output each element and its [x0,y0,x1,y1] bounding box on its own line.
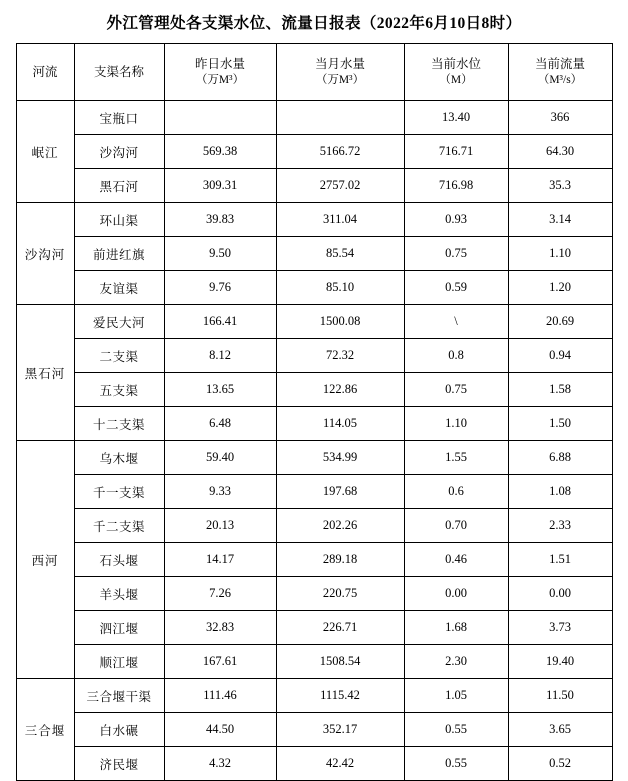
column-header-month-volume-line1: 当月水量 [314,56,365,71]
canal-name-cell: 环山渠 [74,203,164,237]
canal-name-cell: 千一支渠 [74,475,164,509]
column-header-river-line1: 河流 [32,64,58,79]
column-header-yesterday-volume-line1: 昨日水量 [194,56,245,71]
table-row [16,169,612,203]
current-level-cell: 0.8 [404,339,508,373]
month-volume-cell: 85.10 [276,271,404,305]
current-flow-cell: 19.40 [508,645,612,679]
yesterday-volume-cell: 9.50 [164,237,276,271]
current-flow-cell: 20.69 [508,305,612,339]
table-header-row [16,44,612,101]
current-level-cell: 1.55 [404,441,508,475]
river-group-cell: 沙沟河 [16,203,74,305]
current-flow-cell: 366 [508,101,612,135]
month-volume-cell: 114.05 [276,407,404,441]
current-flow-cell: 1.10 [508,237,612,271]
current-level-cell: 2.30 [404,645,508,679]
table-row [16,543,612,577]
current-flow-cell: 11.50 [508,679,612,713]
canal-name-cell: 乌木堰 [74,441,164,475]
current-level-cell: 1.68 [404,611,508,645]
month-volume-cell [276,101,404,135]
yesterday-volume-cell: 309.31 [164,169,276,203]
table-row [16,135,612,169]
current-level-cell: 0.55 [404,747,508,781]
column-header-current-flow-line1: 当前流量 [534,56,585,71]
month-volume-cell: 5166.72 [276,135,404,169]
table-row [16,747,612,781]
current-flow-cell: 2.33 [508,509,612,543]
table-row [16,577,612,611]
current-flow-cell: 3.14 [508,203,612,237]
current-level-cell: 0.46 [404,543,508,577]
current-level-cell: 1.05 [404,679,508,713]
canal-name-cell: 顺江堰 [74,645,164,679]
yesterday-volume-cell: 59.40 [164,441,276,475]
current-flow-cell: 1.58 [508,373,612,407]
yesterday-volume-cell: 166.41 [164,305,276,339]
month-volume-cell: 226.71 [276,611,404,645]
canal-name-cell: 宝瓶口 [74,101,164,135]
table-row [16,645,612,679]
month-volume-cell: 534.99 [276,441,404,475]
river-group-cell: 黑石河 [16,305,74,441]
current-level-cell: 0.93 [404,203,508,237]
column-header-river [16,44,74,101]
current-flow-cell: 6.88 [508,441,612,475]
table-row [16,305,612,339]
current-level-cell: 716.98 [404,169,508,203]
current-level-cell: 0.59 [404,271,508,305]
canal-name-cell: 泗江堰 [74,611,164,645]
table-row [16,611,612,645]
column-header-current-level-line2: （M） [439,73,473,86]
current-flow-cell: 64.30 [508,135,612,169]
canal-name-cell: 羊头堰 [74,577,164,611]
canal-name-cell: 五支渠 [74,373,164,407]
current-level-cell: 1.10 [404,407,508,441]
current-level-cell: 0.70 [404,509,508,543]
column-header-current-level [404,44,508,101]
table-row [16,237,612,271]
column-header-month-volume-line2: （万M³） [315,73,365,86]
page-title: 外江管理处各支渠水位、流量日报表（2022年6月10日8时） [106,15,522,32]
month-volume-cell: 1508.54 [276,645,404,679]
canal-name-cell: 济民堰 [74,747,164,781]
table-row [16,373,612,407]
river-group-cell: 岷江 [16,101,74,203]
current-level-cell: 0.6 [404,475,508,509]
canal-name-cell: 沙沟河 [74,135,164,169]
month-volume-cell: 220.75 [276,577,404,611]
column-header-canal-name-line1: 支渠名称 [93,64,144,79]
month-volume-cell: 289.18 [276,543,404,577]
table-row [16,679,612,713]
table-body [16,101,612,781]
table-row [16,407,612,441]
month-volume-cell: 1500.08 [276,305,404,339]
water-level-report-table [16,43,613,781]
yesterday-volume-cell: 9.76 [164,271,276,305]
month-volume-cell: 122.86 [276,373,404,407]
month-volume-cell: 352.17 [276,713,404,747]
yesterday-volume-cell: 32.83 [164,611,276,645]
yesterday-volume-cell: 569.38 [164,135,276,169]
column-header-yesterday-volume [164,44,276,101]
current-level-cell: 0.75 [404,237,508,271]
river-group-cell: 三合堰 [16,679,74,781]
canal-name-cell: 黑石河 [74,169,164,203]
current-level-cell: 716.71 [404,135,508,169]
table-row [16,509,612,543]
yesterday-volume-cell: 8.12 [164,339,276,373]
current-flow-cell: 0.94 [508,339,612,373]
month-volume-cell: 311.04 [276,203,404,237]
month-volume-cell: 42.42 [276,747,404,781]
current-level-cell: 0.55 [404,713,508,747]
yesterday-volume-cell: 167.61 [164,645,276,679]
current-flow-cell: 1.08 [508,475,612,509]
yesterday-volume-cell: 44.50 [164,713,276,747]
month-volume-cell: 72.32 [276,339,404,373]
current-flow-cell: 3.65 [508,713,612,747]
yesterday-volume-cell: 39.83 [164,203,276,237]
canal-name-cell: 十二支渠 [74,407,164,441]
canal-name-cell: 友谊渠 [74,271,164,305]
current-flow-cell: 0.00 [508,577,612,611]
table-row [16,101,612,135]
table-row [16,441,612,475]
current-flow-cell: 1.20 [508,271,612,305]
month-volume-cell: 1115.42 [276,679,404,713]
yesterday-volume-cell: 13.65 [164,373,276,407]
column-header-canal-name [74,44,164,101]
column-header-month-volume [276,44,404,101]
column-header-yesterday-volume-line2: （万M³） [195,73,245,86]
canal-name-cell: 三合堰干渠 [74,679,164,713]
current-level-cell: 0.75 [404,373,508,407]
month-volume-cell: 197.68 [276,475,404,509]
canal-name-cell: 白水碾 [74,713,164,747]
current-flow-cell: 3.73 [508,611,612,645]
canal-name-cell: 石头堰 [74,543,164,577]
current-flow-cell: 1.50 [508,407,612,441]
river-group-cell: 西河 [16,441,74,679]
column-header-current-level-line1: 当前水位 [430,56,481,71]
current-level-cell: 13.40 [404,101,508,135]
table-row [16,271,612,305]
yesterday-volume-cell: 14.17 [164,543,276,577]
yesterday-volume-cell: 9.33 [164,475,276,509]
table-row [16,475,612,509]
yesterday-volume-cell: 111.46 [164,679,276,713]
canal-name-cell: 前进红旗 [74,237,164,271]
yesterday-volume-cell: 20.13 [164,509,276,543]
current-flow-cell: 35.3 [508,169,612,203]
month-volume-cell: 202.26 [276,509,404,543]
current-level-cell: \ [404,305,508,339]
canal-name-cell: 爱民大河 [74,305,164,339]
canal-name-cell: 二支渠 [74,339,164,373]
yesterday-volume-cell [164,101,276,135]
yesterday-volume-cell: 6.48 [164,407,276,441]
current-level-cell: 0.00 [404,577,508,611]
yesterday-volume-cell: 7.26 [164,577,276,611]
table-row [16,339,612,373]
yesterday-volume-cell: 4.32 [164,747,276,781]
current-flow-cell: 0.52 [508,747,612,781]
canal-name-cell: 千二支渠 [74,509,164,543]
column-header-current-flow [508,44,612,101]
table-row [16,203,612,237]
table-header [16,44,612,101]
current-flow-cell: 1.51 [508,543,612,577]
month-volume-cell: 2757.02 [276,169,404,203]
table-row [16,713,612,747]
month-volume-cell: 85.54 [276,237,404,271]
column-header-current-flow-line2: （M³/s） [537,73,583,86]
